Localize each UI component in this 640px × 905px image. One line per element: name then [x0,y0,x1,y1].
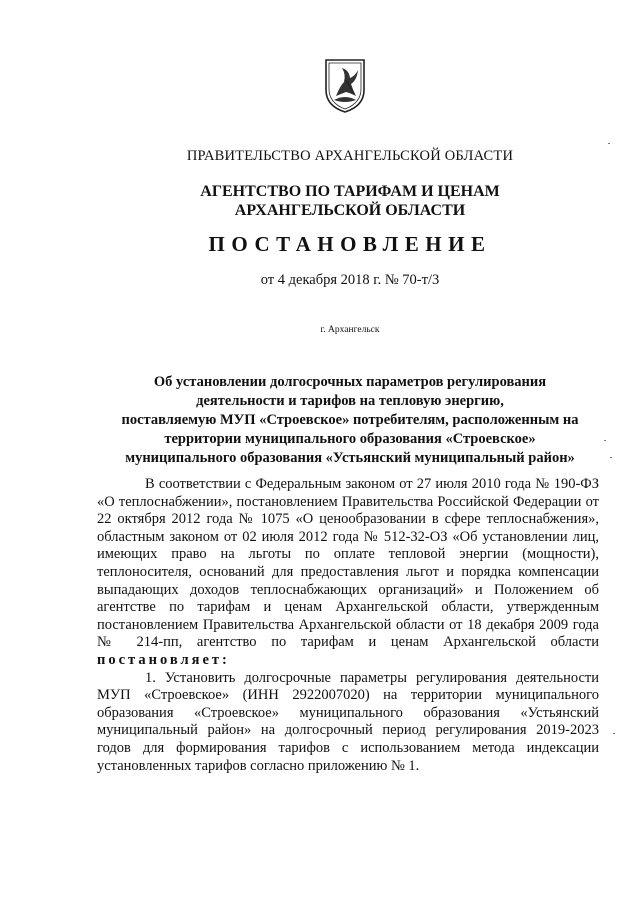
coat-of-arms-icon [322,56,368,114]
scan-speck [608,143,610,144]
preamble-text: В соответствии с Федеральным законом от 27 июля 2010 года № 190-ФЗ «О теплоснабжении», постановлением Правительства Российской Федерации от 22 октября 2012 года № 1075 «О ценообразовании в сфере теплоснабжения», областным законом от 02 июля 2012 года № 512-32-ОЗ «Об установлении лиц, имеющих право на льготы по оплате тепловой энергии (мощности), теплоносителя, оснований для предоставления льгот и порядка компенсации выпадающих доходов теплоснабжающих организаций» и Положением об агентстве по тарифам и ценам Архангельской области, утвержденным постановлением Правительства Архангельской области от 18 декабря 2009 года № 214-пп, агентство по тарифам и ценам Архангельской области [97,476,599,651]
document-title: ПОСТАНОВЛЕНИЕ [208,232,492,256]
document-city: г. Архангельск [320,325,380,335]
scan-speck [610,457,612,458]
subject-line: муниципального образования «Устьянский муниципальный район» [125,450,575,466]
scan-speck [604,440,606,441]
document-subject [0,373,640,468]
subject-line: Об установлении долгосрочных параметров регулирования [153,374,547,390]
preamble-paragraph [97,476,599,670]
subject-line: территории муниципального образования «Строевское» [164,431,536,447]
agency-name-line-1: АГЕНТСТВО ПО ТАРИФАМ И ЦЕНАМ [200,183,500,200]
document-date-number: от 4 декабря 2018 г. № 70-т/3 [260,272,440,288]
item-1-paragraph: 1. Установить долгосрочные параметры регулирования деятельности МУП «Строевское» (ИНН 2922007020) на территории муниципального образования «Строевское» муниципального образования «Устьянский муниципальный район» на долгосрочный период регулирования 2019-2023 годов для формирования тарифов с использованием метода индексации установленных тарифов согласно приложению № 1. [97,669,599,774]
document-body [97,476,599,775]
scan-speck [613,733,615,734]
agency-name [0,182,640,220]
resolves-word: постановляет: [97,651,230,668]
subject-line: деятельности и тарифов на тепловую энергию, [196,393,504,409]
government-name: ПРАВИТЕЛЬСТВО АРХАНГЕЛЬСКОЙ ОБЛАСТИ [186,148,514,164]
subject-line: поставляемую МУП «Строевское» потребителям, расположенным на [121,412,579,428]
agency-name-line-2: АРХАНГЕЛЬСКОЙ ОБЛАСТИ [234,202,466,219]
